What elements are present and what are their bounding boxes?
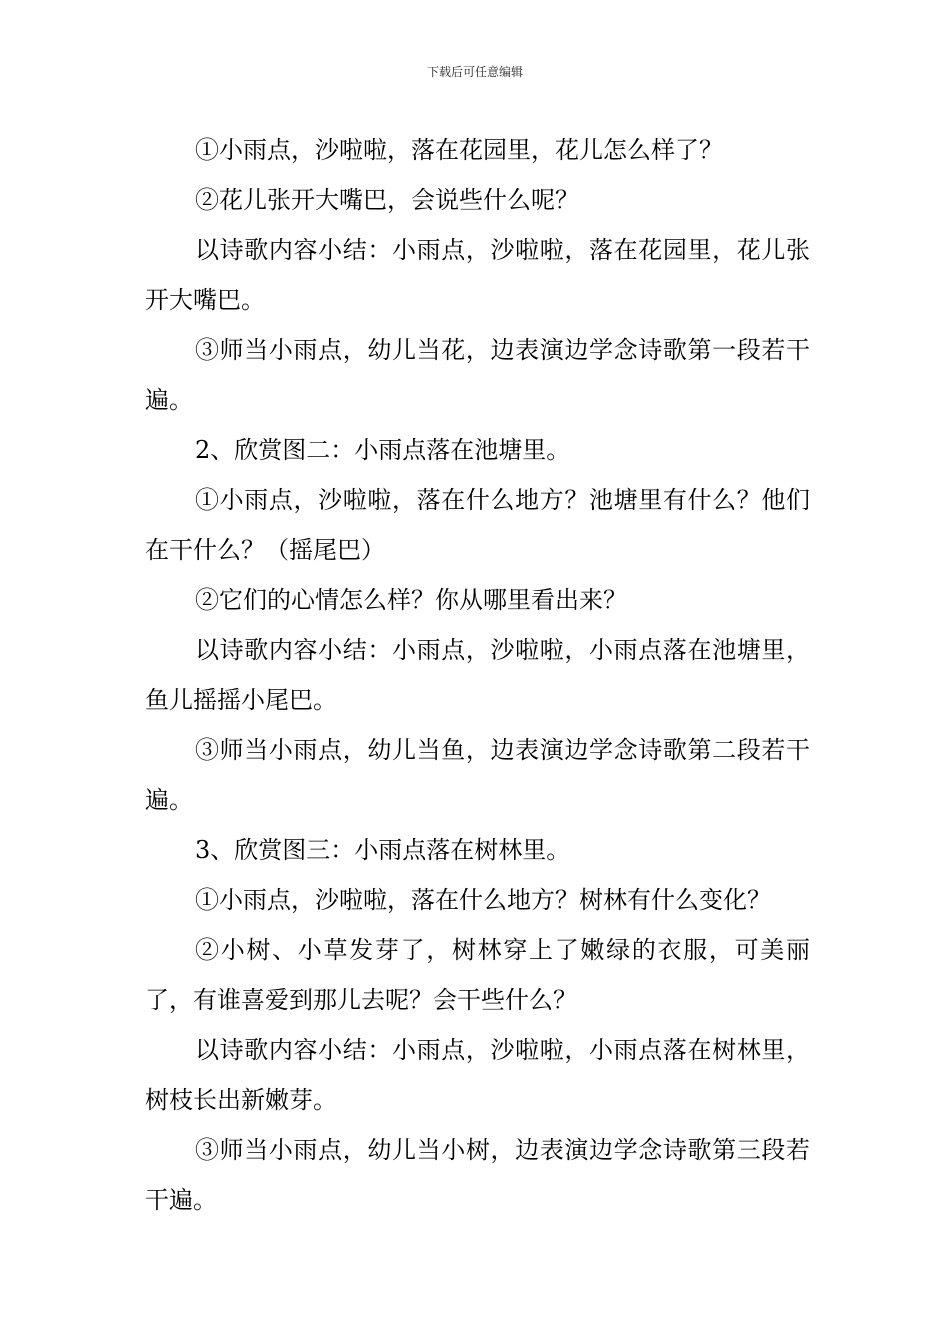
paragraph: ①小雨点，沙啦啦，落在什么地方？树林有什么变化？ (195, 886, 771, 914)
paragraph: 以诗歌内容小结：小雨点，沙啦啦，小雨点落在树林里，树枝长出新嫩芽。 (145, 1036, 810, 1114)
paragraph: ③师当小雨点，幼儿当鱼，边表演边学念诗歌第二段若干遍。 (145, 736, 810, 814)
paragraph: ③师当小雨点，幼儿当小树，边表演边学念诗歌第三段若干遍。 (145, 1136, 810, 1214)
paragraph: 以诗歌内容小结：小雨点，沙啦啦，落在花园里，花儿张开大嘴巴。 (145, 236, 810, 314)
document-body (145, 125, 810, 1225)
paragraph: ①小雨点，沙啦啦，落在花园里，花儿怎么样了？ (195, 136, 723, 164)
page-header: 下载后可任意编辑 (426, 65, 523, 79)
paragraph: 以诗歌内容小结：小雨点，沙啦啦，小雨点落在池塘里，鱼儿摇摇小尾巴。 (145, 636, 810, 714)
paragraph: ②小树、小草发芽了，树林穿上了嫩绿的衣服，可美丽了，有谁喜爱到那儿去呢？会干些什么？ (145, 936, 810, 1014)
paragraph: ③师当小雨点，幼儿当花，边表演边学念诗歌第一段若干遍。 (145, 336, 810, 414)
section-heading: 2、欣赏图二：小雨点落在池塘里。 (195, 436, 571, 464)
paragraph: ②它们的心情怎么样？你从哪里看出来？ (195, 586, 627, 614)
paragraph: ②花儿张开大嘴巴，会说些什么呢？ (195, 186, 579, 214)
paragraph: ①小雨点，沙啦啦，落在什么地方？池塘里有什么？他们在干什么？（摇尾巴） (145, 486, 810, 564)
section-heading: 3、欣赏图三：小雨点落在树林里。 (195, 836, 571, 864)
